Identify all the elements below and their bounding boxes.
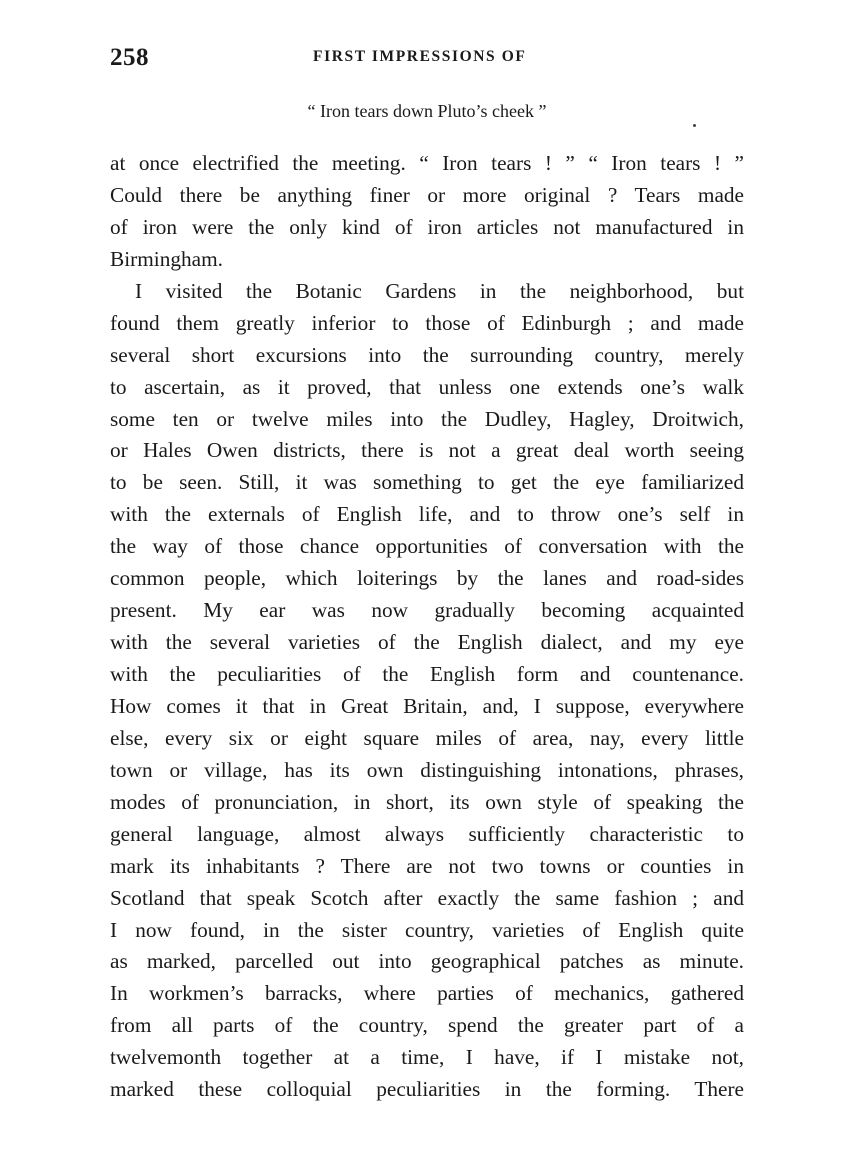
text-line: I now found, in the sister country, varieties of English quite	[110, 917, 744, 942]
text-line: general language, almost always sufficiently characteristic to	[110, 821, 744, 846]
text-line: Could there be anything finer or more original ? Tears made	[110, 182, 744, 207]
page-header	[108, 40, 748, 76]
text-line: twelvemonth together at a time, I have, if I mistake not,	[110, 1045, 744, 1070]
text-line: to ascertain, as it proved, that unless one extends one’s walk	[110, 374, 744, 399]
text-line: In workmen’s barracks, where parties of mechanics, gathered	[110, 981, 744, 1006]
text-line: Birmingham.	[110, 246, 223, 271]
text-line: from all parts of the country, spend the greater part of a	[110, 1013, 744, 1038]
text-line: of iron were the only kind of iron articles not manufactured in	[110, 214, 744, 239]
text-line: How comes it that in Great Britain, and, I suppose, everywhere	[110, 693, 744, 718]
text-line: modes of pronunciation, in short, its own style of speaking the	[110, 789, 744, 814]
text-line: Scotland that speak Scotch after exactly the same fashion ; and	[110, 885, 744, 910]
text-line: to be seen. Still, it was something to get the eye familiarized	[110, 470, 744, 495]
text-line: found them greatly inferior to those of Edinburgh ; and made	[110, 310, 744, 335]
print-speck	[693, 124, 696, 127]
text-line: or Hales Owen districts, there is not a great deal worth seeing	[110, 438, 744, 463]
epigraph-quote	[0, 101, 850, 122]
running-title: FIRST IMPRESSIONS OF	[313, 48, 527, 65]
text-line: with the externals of English life, and to throw one’s self in	[110, 502, 744, 527]
text-line: else, every six or eight square miles of area, nay, every little	[110, 725, 744, 750]
text-line: several short excursions into the surrounding country, merely	[110, 342, 744, 367]
page-number: 258	[110, 44, 149, 71]
text-line: present. My ear was now gradually becoming acquainted	[110, 598, 744, 623]
text-line: marked these colloquial peculiarities in the forming. There	[110, 1077, 744, 1102]
text-line: with the peculiarities of the English form and countenance.	[110, 662, 744, 686]
text-line: some ten or twelve miles into the Dudley, Hagley, Droitwich,	[110, 406, 744, 431]
text-line: mark its inhabitants ? There are not two towns or counties in	[110, 853, 744, 878]
text-line: the way of those chance opportunities of conversation with the	[110, 534, 744, 559]
text-line: at once electrified the meeting. “ Iron tears ! ” “ Iron tears ! ”	[110, 151, 744, 175]
body-text	[110, 148, 744, 1106]
text-line: as marked, parcelled out into geographical patches as minute.	[110, 949, 744, 974]
text-line: I visited the Botanic Gardens in the neighborhood, but	[135, 278, 744, 303]
text-line: town or village, has its own distinguishing intonations, phrases,	[110, 757, 744, 782]
epigraph-text: “ Iron tears down Pluto’s cheek ”	[307, 101, 547, 121]
text-line: with the several varieties of the English dialect, and my eye	[110, 630, 744, 655]
text-line: common people, which loiterings by the lanes and road-sides	[110, 566, 744, 591]
